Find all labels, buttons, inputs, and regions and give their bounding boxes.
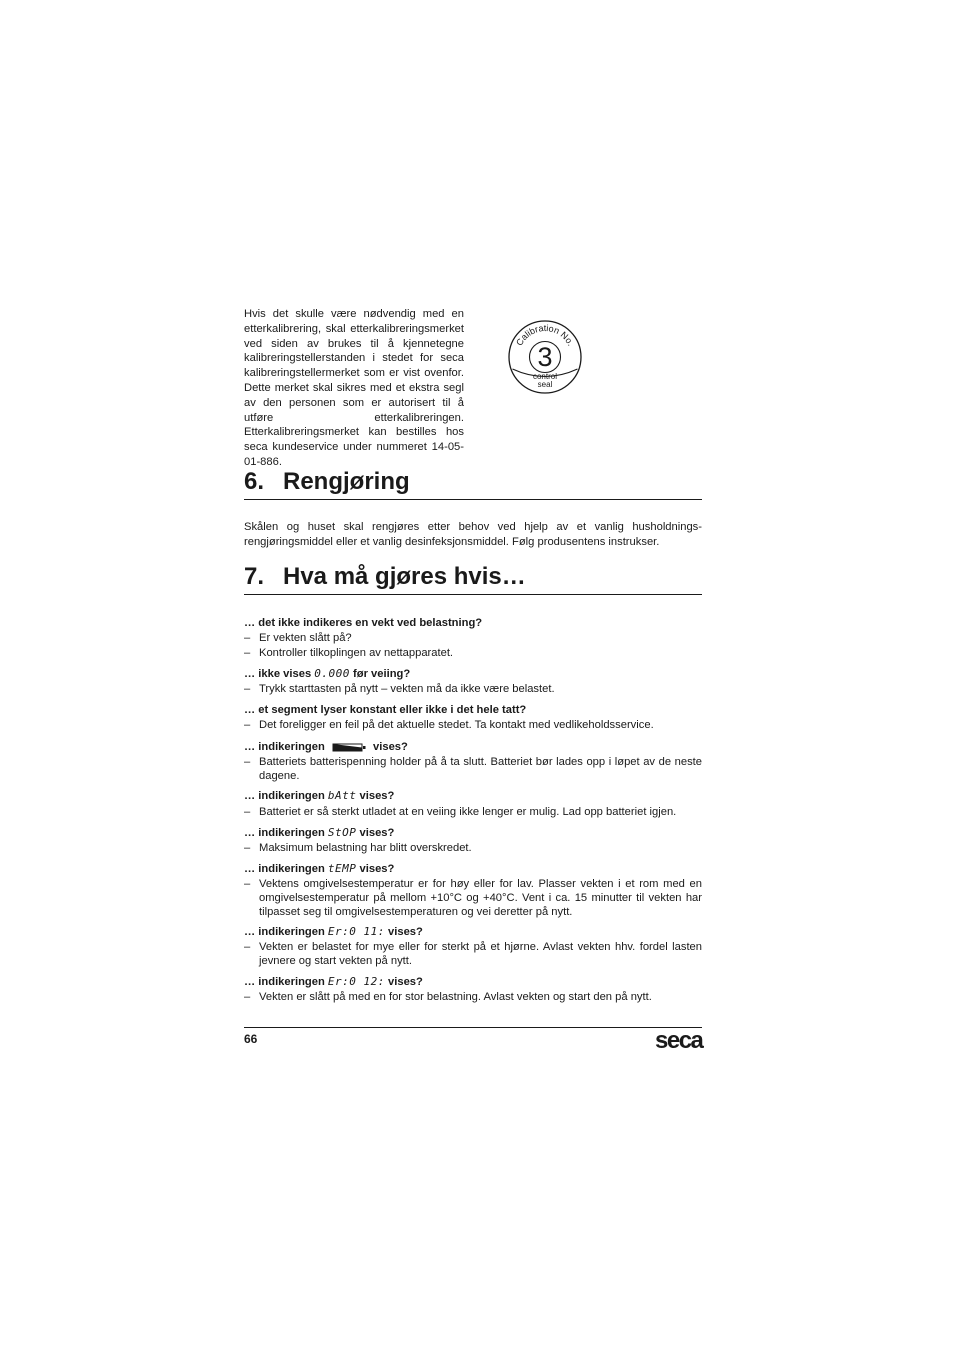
seal-number: 3 [537, 342, 553, 372]
faq-question-8: … indikeringen Er:0 11: vises? [244, 925, 423, 938]
faq-answer-5: – Batteriet er så sterkt utladet at en veiing ikke lenger er mulig. Lad opp batteriet igjen. [244, 806, 677, 818]
seal-bottom-line2: seal [537, 380, 553, 389]
faq-answer-1-1: – Er vekten slått på? [244, 632, 352, 644]
display-code-er011: Er:0 11: [327, 925, 385, 938]
seal-bottom-line1: control [532, 372, 558, 381]
faq-question-6: … indikeringen StOP vises? [244, 826, 395, 839]
faq-question-5: … indikeringen bAtt vises? [244, 789, 395, 802]
section-6-rule [244, 499, 702, 500]
footer-rule [244, 1027, 702, 1028]
section-6-heading [244, 467, 702, 497]
faq-answer-1-2: – Kontroller tilkoplingen av nettapparatet. [244, 647, 454, 659]
faq-question-9: … indikeringen Er:0 12: vises? [244, 975, 423, 988]
faq-question-2: … ikke vises 0.000 før veiing? [244, 667, 411, 680]
display-code-temp: tEMP [327, 862, 357, 875]
display-code-zero: 0.000 [314, 667, 350, 680]
faq-question-4: … indikeringen vises? [244, 741, 408, 753]
calibration-seal-icon [506, 318, 584, 396]
display-code-batt: bAtt [327, 789, 357, 802]
page-number: 66 [244, 1032, 258, 1046]
faq-question-7: … indikeringen tEMP vises? [244, 862, 395, 875]
section-6-title: Rengjøring [283, 468, 410, 495]
faq-question-1: … det ikke indikeres en vekt ved belastning? [244, 617, 483, 629]
battery-low-icon [332, 743, 366, 752]
faq-answer-7: – Vektens omgivelsestemperatur er for høy eller for lav. Plasser vekten i et rom med en omgivelsestemperatur på mellom +10°C og +40°C. Vent i ca. 15 minutter til vekten har tilpasset seg til omgivelsestemperaturen og vei deretter på nytt. [244, 878, 702, 918]
seal-arc-text: Calibration No. [514, 322, 576, 348]
seca-logo: seca [655, 1027, 703, 1054]
faq-answer-2: – Trykk starttasten på nytt – vekten må da ikke være belastet. [244, 683, 555, 695]
faq-answer-6: – Maksimum belastning har blitt overskredet. [244, 842, 472, 854]
faq-answer-3: – Det foreligger en feil på det aktuelle stedet. Ta kontakt med vedlikeholdsservice. [244, 719, 654, 731]
faq-question-3: … et segment lyser konstant eller ikke i det hele tatt? [244, 704, 527, 716]
display-code-stop: StOP [327, 826, 357, 839]
section-7-number: 7. [244, 563, 265, 590]
display-code-er012: Er:0 12: [327, 975, 385, 988]
faq-answer-8: – Vekten er belastet for mye eller for sterkt på et hjørne. Avlast vekten hhv. fordel lasten jevnere og start vekten på nytt. [244, 941, 702, 967]
intro-paragraph: Hvis det skulle være nødvendig med en etterkalibrering, skal etterkalibreringsmerket ved siden av brukes til å kjennetegne kalibreringstellerstanden i stedet for seca kalibreringstellermerket som er vist ovenfor. Dette merket skal sikres med et ekstra segl av den personen som er autorisert til å utføre etterkalibreringen. Etterkalibreringsmerket kan bestilles hos seca kundeservice under nummeret 14-05-01-886. [244, 308, 464, 468]
section-7-title: Hva må gjøres hvis… [283, 563, 526, 590]
faq-answer-9: – Vekten er slått på med en for stor belastning. Avlast vekten og start den på nytt. [244, 991, 652, 1003]
section-7-rule [244, 594, 702, 595]
faq-answer-4: – Batteriets batterispenning holder på å ta slutt. Batteriet bør lades opp i løpet av de neste dagene. [244, 756, 702, 782]
section-7-heading [244, 562, 702, 592]
section-6-number: 6. [244, 468, 265, 495]
section-6-text: Skålen og huset skal rengjøres etter behov ved hjelp av et vanlig husholdnings-rengjøringsmiddel eller et vanlig desinfeksjonsmiddel. Følg produsentens instrukser. [244, 521, 702, 548]
